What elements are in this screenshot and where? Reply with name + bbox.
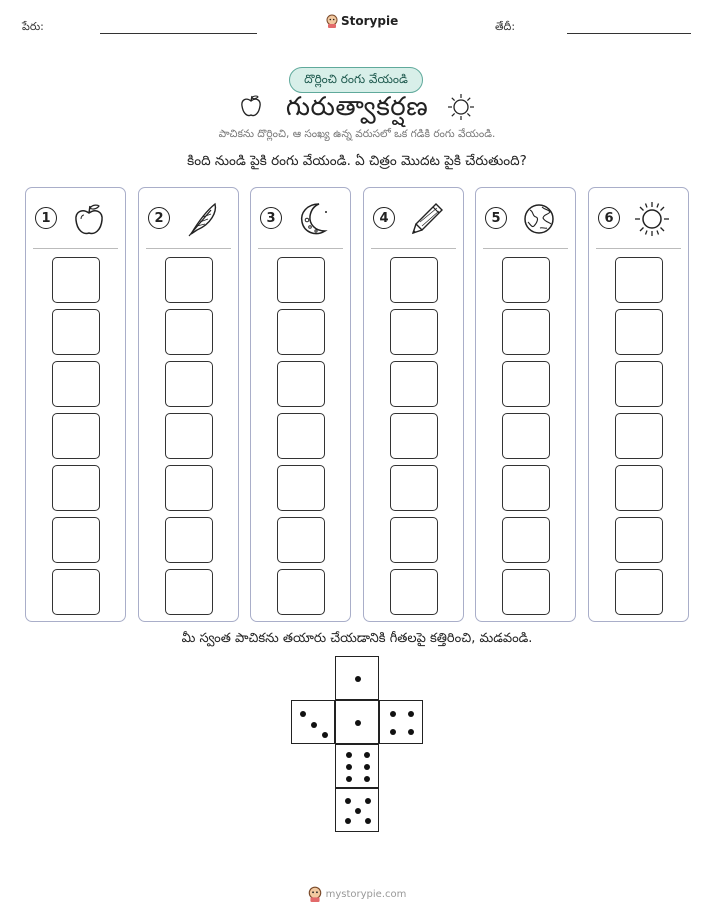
column-header — [364, 188, 463, 248]
column-5 — [475, 187, 576, 622]
page-title: గురుత్వాకర్షణ — [285, 92, 429, 122]
color-box[interactable] — [277, 413, 325, 459]
column-header — [476, 188, 575, 248]
color-box[interactable] — [165, 361, 213, 407]
color-box[interactable] — [277, 257, 325, 303]
color-box[interactable] — [502, 517, 550, 563]
column-number: 3 — [260, 207, 282, 229]
color-box[interactable] — [165, 517, 213, 563]
color-box[interactable] — [52, 569, 100, 615]
column-3 — [250, 187, 351, 622]
die-pip — [408, 711, 414, 717]
earth-icon — [520, 200, 558, 238]
color-box[interactable] — [52, 413, 100, 459]
color-box[interactable] — [615, 309, 663, 355]
cut-fold-instruction: మీ స్వంత పాచికను తయారు చేయడానికి గీతలపై కత్తిరించి, మడవండి. — [181, 631, 533, 646]
color-box[interactable] — [165, 309, 213, 355]
die-pip — [311, 722, 317, 728]
column-4 — [363, 187, 464, 622]
column-2 — [138, 187, 239, 622]
die-pip — [408, 729, 414, 735]
color-box[interactable] — [615, 257, 663, 303]
brand — [326, 14, 398, 28]
date-label: తేదీ: — [495, 20, 516, 33]
coloring-instruction: కింది నుండి పైకి రంగు వేయండి. ఏ చిత్రం మొదట పైకి చేరుతుంది? — [187, 153, 527, 169]
die-face-5 — [335, 788, 379, 832]
color-box[interactable] — [390, 517, 438, 563]
color-box[interactable] — [615, 361, 663, 407]
die-face-4 — [379, 700, 423, 744]
color-box[interactable] — [615, 413, 663, 459]
color-box[interactable] — [277, 361, 325, 407]
column-header — [26, 188, 125, 248]
color-box[interactable] — [52, 465, 100, 511]
footer-url: mystorypie.com — [325, 888, 407, 900]
column-divider — [483, 248, 568, 249]
color-box[interactable] — [390, 569, 438, 615]
column-number: 1 — [35, 207, 57, 229]
die-pip — [364, 776, 370, 782]
date-line[interactable] — [567, 33, 691, 34]
color-box[interactable] — [277, 465, 325, 511]
color-box[interactable] — [502, 361, 550, 407]
die-face-1 — [335, 656, 379, 700]
color-box[interactable] — [165, 257, 213, 303]
color-box[interactable] — [502, 309, 550, 355]
color-box[interactable] — [390, 465, 438, 511]
color-box[interactable] — [390, 257, 438, 303]
column-number: 4 — [373, 207, 395, 229]
die-pip — [345, 798, 351, 804]
footer — [300, 886, 414, 902]
die-pip — [346, 752, 352, 758]
color-box[interactable] — [615, 517, 663, 563]
column-6 — [588, 187, 689, 622]
apple-icon — [70, 200, 108, 238]
feather-icon — [183, 200, 221, 238]
column-divider — [33, 248, 118, 249]
die-pip — [355, 720, 361, 726]
color-box[interactable] — [502, 569, 550, 615]
moon-icon — [295, 200, 333, 238]
color-box[interactable] — [165, 465, 213, 511]
die-pip — [390, 729, 396, 735]
die-pip — [346, 776, 352, 782]
pencil-icon — [408, 200, 446, 238]
color-box[interactable] — [615, 465, 663, 511]
column-divider — [596, 248, 681, 249]
column-number: 5 — [485, 207, 507, 229]
column-divider — [371, 248, 456, 249]
column-divider — [258, 248, 343, 249]
color-box[interactable] — [165, 413, 213, 459]
die-pip — [345, 818, 351, 824]
column-header — [139, 188, 238, 248]
column-1 — [25, 187, 126, 622]
sun-icon — [633, 200, 671, 238]
color-box[interactable] — [277, 309, 325, 355]
brand-name: Storypie — [341, 14, 399, 28]
color-box[interactable] — [615, 569, 663, 615]
color-box[interactable] — [277, 569, 325, 615]
die-face-1 — [335, 700, 379, 744]
storypie-logo-icon — [308, 886, 322, 902]
column-divider — [146, 248, 231, 249]
die-pip — [364, 764, 370, 770]
die-pip — [365, 818, 371, 824]
column-number: 2 — [148, 207, 170, 229]
color-box[interactable] — [390, 413, 438, 459]
die-pip — [390, 711, 396, 717]
die-pip — [355, 808, 361, 814]
color-box[interactable] — [52, 309, 100, 355]
page-subtitle: పాచికను దొర్లించి, ఆ సంఖ్య ఉన్న వరుసలో ఒక గడికి రంగు వేయండి. — [218, 128, 496, 140]
die-face-3 — [291, 700, 335, 744]
color-box[interactable] — [390, 361, 438, 407]
die-pip — [365, 798, 371, 804]
sun-icon — [447, 93, 475, 121]
column-number: 6 — [598, 207, 620, 229]
storypie-logo-icon — [326, 14, 338, 28]
color-box[interactable] — [165, 569, 213, 615]
color-box[interactable] — [52, 361, 100, 407]
color-box[interactable] — [502, 257, 550, 303]
die-pip — [364, 752, 370, 758]
activity-type-pill: దొర్లించి రంగు వేయండి — [289, 67, 423, 93]
color-box[interactable] — [52, 257, 100, 303]
color-box[interactable] — [390, 309, 438, 355]
color-box[interactable] — [502, 413, 550, 459]
color-box[interactable] — [277, 517, 325, 563]
die-face-6 — [335, 744, 379, 788]
column-header — [589, 188, 688, 248]
name-label: పేరు: — [22, 20, 44, 33]
name-line[interactable] — [100, 33, 257, 34]
die-pip — [322, 732, 328, 738]
column-header — [251, 188, 350, 248]
color-box[interactable] — [502, 465, 550, 511]
color-box[interactable] — [52, 517, 100, 563]
die-pip — [355, 676, 361, 682]
die-pip — [300, 711, 306, 717]
die-pip — [346, 764, 352, 770]
